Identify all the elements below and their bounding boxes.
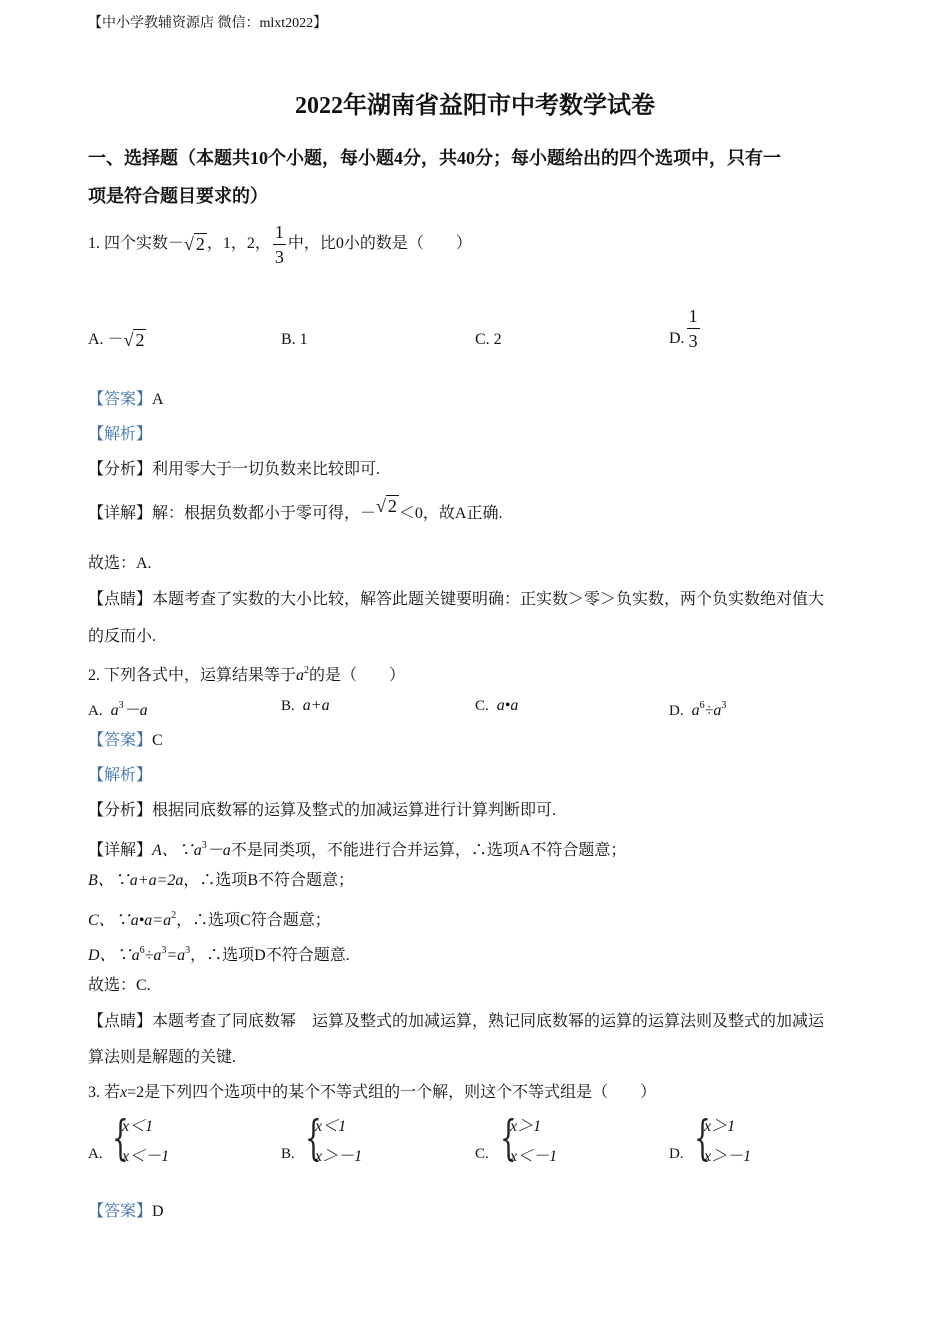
q1-detail-post: ＜0，故A正确. [398,505,503,522]
sqrt-symbol: √ 2 [184,234,205,254]
q2-detail-a-rest: －a [206,842,231,859]
q2-detail-b-expr: a+a=2a [129,872,184,889]
q1-comment-line1 [88,590,824,610]
sqrt-symbol: √ 2 [376,496,397,516]
q3-stem-var: x [120,1084,128,1101]
q2-stem-post: 的是（ ） [309,667,406,684]
q1-frac-num: 1 [274,221,284,242]
answer-tag: 【答案】 [88,391,153,408]
fenxi-tag: 【分析】 [88,461,153,478]
q3-option-d-system [694,1110,774,1170]
q2-option-d [669,696,726,721]
q3-answer [88,1202,164,1222]
q2-detail-d-exp1: 6 [139,945,145,956]
q3-option-b-row1: x＜1 [315,1118,347,1135]
q3-option-c-label: C. [475,1146,489,1162]
q2-option-a-exp: 3 [118,700,124,711]
q2-stem-pre: 2. 下列各式中，运算结果等于 [88,667,297,684]
q1-option-d-fraction [687,306,700,351]
q2-detail-d [88,941,350,966]
q2-option-d-exp1: 6 [699,700,705,711]
comment-tag: 【点睛】 [88,1013,153,1030]
q1-option-a-radicand: 2 [135,330,145,350]
fenxi-tag: 【分析】 [88,802,153,819]
q3-option-c-row1: x＞1 [510,1118,542,1135]
q2-option-b-expr: a+a [302,697,330,714]
q1-detail [88,494,502,534]
q2-fenxi-text: 根据同底数幂的运算及整式的加减运算进行计算判断即可. [152,802,557,819]
q3-stem-post: =2是下列四个选项中的某个不等式组的一个解，则这个不等式组是（ ） [127,1084,657,1101]
q2-detail-a-pre: A、∵ [152,842,194,859]
q2-detail-d-base: a [131,947,140,964]
detail-tag: 【详解】 [88,505,153,522]
q1-fraction [273,222,286,267]
q1-comment-line2: 的反而小. [88,628,157,645]
q1-choose: 故选：A. [88,555,152,572]
q3-option-a-system [112,1110,192,1170]
q1-radicand: 2 [195,234,205,254]
q2-detail-c [88,906,331,931]
left-brace-icon: { [694,1110,711,1166]
q3-option-d-row1: x＞1 [704,1118,736,1135]
q2-detail-d-exp2: 3 [161,945,167,956]
q2-option-a-label: A. [88,703,103,719]
q2-analysis-tag: 【解析】 [88,767,153,784]
q1-answer-value: A [152,391,164,408]
q2-detail-c-expr: a•a=a [130,912,172,929]
q3-stem-pre: 3. 若 [88,1084,121,1101]
q2-stem [88,661,405,686]
q2-detail-b-pre: B、∵ [88,872,130,889]
q3-option-b-system [305,1110,385,1170]
q3-option-a-label: A. [88,1146,103,1162]
q2-fenxi [88,801,556,821]
q2-detail-d-eq: =a [166,947,186,964]
q2-detail-a-exp: 3 [201,840,207,851]
q2-option-d-mid: ÷a [704,702,722,719]
q1-option-d-num: 1 [688,305,698,326]
q1-stem-pre: 1. 四个实数－ [88,235,185,252]
q1-fenxi [88,460,380,480]
q1-option-a [88,328,146,352]
q1-option-d [669,302,702,354]
page-title: 2022年湖南省益阳市中考数学试卷 [295,93,655,119]
q2-detail-c-exp: 2 [171,910,177,921]
left-brace-icon: { [500,1110,517,1166]
q2-option-b [281,696,330,716]
q1-detail-radicand: 2 [387,496,397,516]
answer-tag: 【答案】 [88,1203,153,1220]
q2-comment-line1 [88,1012,824,1032]
q3-option-d-row2: x＞－1 [704,1148,752,1165]
q3-option-c-row2: x＜－1 [510,1148,558,1165]
q2-option-c-label: C. [475,698,489,714]
q1-fenxi-text: 利用零大于一切负数来比较即可. [152,461,381,478]
q3-stem [88,1083,656,1103]
q3-option-a-row2: x＜－1 [122,1148,170,1165]
q1-comment-text1: 本题考查了实数的大小比较，解答此题关键要明确：正实数＞零＞负实数，两个负实数绝对值大 [152,591,825,608]
q2-comment-line2: 算法则是解题的关键. [88,1049,237,1066]
q1-option-b: B. 1 [281,331,308,348]
q3-option-d-label: D. [669,1146,684,1162]
q1-option-d-label: D. [669,330,685,347]
q2-option-d-label: D. [669,703,684,719]
q2-answer-value: C [152,732,163,749]
q2-option-a-rest: －a [123,702,148,719]
q1-option-a-label: A. － [88,331,124,348]
section-heading-line1: 一、选择题（本题共10个小题，每小题4分，共40分；每小题给出的四个选项中，只有一 [88,148,781,168]
q2-option-d-base: a [691,702,700,719]
q1-analysis-tag: 【解析】 [88,426,153,443]
q2-detail-a [88,836,626,861]
q2-detail-a-post: 不是同类项，不能进行合并运算，∴选项A不符合题意； [230,842,627,859]
q2-detail-d-pre: D、∵ [88,947,132,964]
q3-option-a-row1: x＜1 [122,1118,154,1135]
q2-detail-a-base: a [193,842,202,859]
q2-stem-exp: 2 [304,665,310,676]
q2-detail-d-exp3: 3 [185,945,191,956]
detail-tag: 【详解】 [88,842,153,859]
q2-comment-text1: 本题考查了同底数幂 运算及整式的加减运算，熟记同底数幂的运算的运算法则及整式的加减运 [152,1013,825,1030]
q2-detail-c-post: ，∴选项C符合题意； [176,912,331,929]
header-note: 【中小学教辅资源店 微信：mlxt2022】 [88,16,328,31]
q2-detail-d-mid: ÷a [144,947,162,964]
q2-stem-var: a [296,667,305,684]
sqrt-symbol: √ 2 [123,330,145,350]
q2-answer [88,731,163,751]
q3-option-b-label: B. [281,1146,295,1162]
q2-option-d-exp2: 3 [721,700,727,711]
q1-detail-pre: 解：根据负数都小于零可得，－ [152,505,377,522]
q3-option-c-system [500,1110,580,1170]
q3-option-b-row2: x＞－1 [315,1148,363,1165]
q2-option-c [475,696,518,716]
q1-frac-den: 3 [274,246,284,267]
left-brace-icon: { [112,1110,129,1166]
answer-tag: 【答案】 [88,732,153,749]
q1-stem [88,218,472,270]
q1-stem-post: 中，比0小的数是（ ） [287,235,472,252]
q1-option-c: C. 2 [475,331,502,348]
q2-detail-d-post: ，∴选项D不符合题意. [190,947,350,964]
q2-option-b-label: B. [281,698,295,714]
q2-option-c-expr: a•a [496,697,519,714]
q1-answer [88,390,164,410]
q1-stem-mid: ，1，2， [206,235,271,252]
section-heading-line2: 项是符合题目要求的） [88,186,268,206]
q2-choose: 故选：C. [88,977,151,994]
q3-answer-value: D [152,1203,164,1220]
q2-detail-b [88,871,354,891]
q1-option-d-den: 3 [688,330,698,351]
left-brace-icon: { [305,1110,322,1166]
q2-option-a [88,696,148,721]
q2-detail-b-post: ，∴选项B不符合题意； [183,872,355,889]
comment-tag: 【点睛】 [88,591,153,608]
q2-detail-c-pre: C、∵ [88,912,131,929]
q2-option-a-base: a [110,702,119,719]
